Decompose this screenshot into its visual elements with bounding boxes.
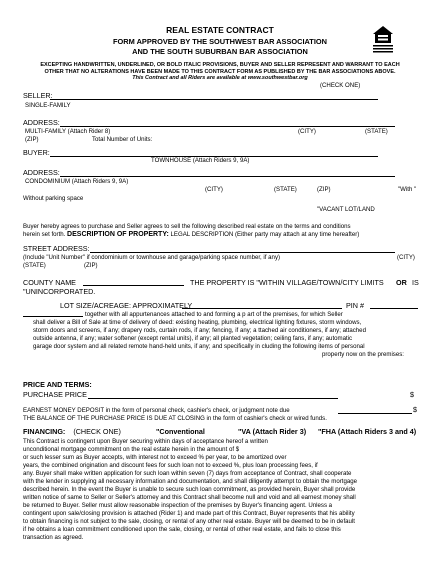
financing-line-13: transaction as agreed. bbox=[23, 534, 84, 541]
together-with-line: together with all appurtenances attached to and forming a p art of the premises, for which Seller bbox=[85, 311, 343, 318]
financing-line-9: be returned to Buyer. Seller must allow reasonable inspection of the premises by Buyer's financing agent. Unless a bbox=[23, 502, 333, 509]
conventional-option[interactable]: "Conventional bbox=[156, 427, 205, 436]
pin-field[interactable] bbox=[370, 308, 418, 309]
purchase-price-field[interactable] bbox=[88, 398, 338, 399]
earnest-money-field[interactable] bbox=[338, 413, 412, 414]
financing-line-4: years, the combined origination and discount fees for such loan not to exceed %, plus loan processing fees, if bbox=[23, 462, 318, 469]
appurtenances-field[interactable] bbox=[23, 316, 83, 317]
seller-zip-label: (ZIP) bbox=[25, 136, 39, 143]
fixtures-line-1: shall deliver a Bill of Sale at time of delivery of deed: existing heating, plumbing, electrical lighting fixtures, storm windows, bbox=[33, 319, 362, 326]
property-city-label: (CITY) bbox=[397, 254, 415, 261]
with-parking-option[interactable]: "With " bbox=[398, 186, 417, 193]
financing-row bbox=[23, 428, 121, 437]
fixtures-line-4: garage door system and all related remote hand-held units, if any; and specifically in cluding the following items of personal bbox=[33, 343, 365, 350]
subtitle-2: AND THE SOUTH SUBURBAN BAR ASSOCIATION bbox=[132, 47, 308, 56]
property-state-label: (STATE) bbox=[23, 262, 46, 269]
financing-line-8: written notice of same to Seller or Seller's attorney and this Contract shall become null and void and all earnest money shall bbox=[23, 494, 356, 501]
vacant-lot-option[interactable]: "VACANT LOT/LAND bbox=[317, 206, 375, 213]
street-address-label: STREET ADDRESS: bbox=[23, 244, 90, 253]
buyer-address-label: ADDRESS: bbox=[23, 168, 60, 177]
seller-state-label: (STATE) bbox=[365, 128, 388, 135]
financing-line-11: to obtain financing is not subject to the sale, closing, or rental of any other real estate. Buyer will be deemed to be in default bbox=[23, 518, 355, 525]
notice-line-2: OTHER THAT NO ALTERATIONS HAVE BEEN MADE TO THIS CONTRACT FORM AS PUBLISHED BY THE BAR ASSOCIATIONS ABOVE. bbox=[44, 68, 396, 75]
description-line-prefix: herein set forth. bbox=[23, 231, 66, 238]
is-label: IS bbox=[412, 278, 419, 287]
financing-line-6: with the lender in supplying all necessary information and documentation, and shall diligently attempt to obtain the mortgage bbox=[23, 478, 358, 485]
include-unit-note: (Include "Unit Number" if condominium or townhouse and garage/parking space number, if any) bbox=[23, 254, 281, 261]
fha-option[interactable]: "FHA (Attach Riders 3 and 4) bbox=[318, 427, 417, 436]
va-option[interactable]: "VA (Attach Rider 3) bbox=[238, 427, 307, 436]
unincorporated-option[interactable]: "UNINCORPORATED. bbox=[23, 287, 96, 296]
financing-line-5: any. Buyer shall make written application for such loan within seven (7) days from acceptance of Contract, shall cooperate bbox=[23, 470, 352, 477]
earnest-money-dollar: $ bbox=[413, 405, 417, 414]
property-zip-label: (ZIP) bbox=[84, 262, 98, 269]
financing-line-12: if he obtains a loan commitment conditioned upon the sale, closing, or rental of other real estate, and fails to close this bbox=[23, 526, 341, 533]
buyer-address-field[interactable] bbox=[60, 176, 395, 177]
buyer-label: BUYER: bbox=[23, 148, 50, 157]
notice-line-1: EXCEPTING HANDWRITTEN, UNDERLINED, OR BOLD ITALIC PROVISIONS, BUYER AND SELLER REPRESENT AND WARRANT TO EACH bbox=[40, 62, 400, 68]
lot-size-label: LOT SIZE/ACREAGE: APPROXIMATELY bbox=[60, 301, 193, 310]
equal-housing-opportunity-icon bbox=[372, 25, 394, 55]
purchase-price-dollar: $ bbox=[410, 390, 414, 399]
financing-line-3: or such lesser sum as Buyer accepts, with interest not to exceed % per year, to be amortized over bbox=[23, 454, 287, 461]
single-family-option[interactable]: SINGLE-FAMILY bbox=[25, 102, 71, 109]
description-line bbox=[23, 231, 359, 238]
pin-label: PIN # bbox=[346, 301, 364, 310]
total-units-label: Total Number of Units: bbox=[92, 136, 153, 143]
seller-label: SELLER: bbox=[23, 91, 53, 100]
without-parking-option[interactable]: Without parking space bbox=[23, 195, 84, 202]
financing-label: FINANCING: bbox=[23, 427, 66, 436]
seller-name-field[interactable] bbox=[50, 99, 378, 100]
county-name-label: COUNTY NAME bbox=[23, 278, 76, 287]
check-one-label: (CHECK ONE) bbox=[320, 82, 361, 89]
street-address-field[interactable] bbox=[90, 252, 395, 253]
fixtures-line-2: storm doors and screens, if any; drapery rods, curtain rods, if any; fencing, if any; a ttached air conditioners, if any; attached bbox=[33, 327, 366, 334]
property-within-limits-option[interactable]: THE PROPERTY IS "WITHIN VILLAGE/TOWN/CITY LIMITS bbox=[190, 278, 384, 287]
notice-line-3: This Contract and all Riders are available at www.southwestbar.org bbox=[132, 75, 308, 81]
seller-city-label: (CITY) bbox=[298, 128, 316, 135]
fixtures-line-5: property now on the premises: bbox=[322, 351, 404, 358]
county-name-field[interactable] bbox=[83, 285, 184, 286]
financing-line-2: unconditional mortgage commitment on the real estate herein in the amount of $ bbox=[23, 446, 240, 453]
financing-check-one: (CHECK ONE) bbox=[73, 427, 121, 436]
financing-line-1: This Contract is contingent upon Buyer securing within days of acceptance hereof a written bbox=[23, 438, 268, 445]
condominium-option[interactable]: CONDOMINIUM (Attach Riders 9, 9A) bbox=[25, 178, 129, 185]
or-label: OR bbox=[396, 278, 407, 287]
buyer-zip-label: (ZIP) bbox=[317, 186, 331, 193]
description-line-rest: LEGAL DESCRIPTION (Either party may attach at any time hereafter) bbox=[170, 231, 360, 238]
subtitle-1: FORM APPROVED BY THE SOUTHWEST BAR ASSOCIATION bbox=[113, 37, 327, 46]
townhouse-option[interactable]: TOWNHOUSE (Attach Riders 9, 9A) bbox=[151, 157, 250, 164]
earnest-money-line: EARNEST MONEY DEPOSIT in the form of personal check, cashier's check, or judgment note due bbox=[23, 407, 290, 414]
agreement-line: Buyer hereby agrees to purchase and Seller agrees to sell the following described real estate on the terms and conditions bbox=[23, 223, 351, 230]
seller-address-field[interactable] bbox=[60, 126, 395, 127]
buyer-state-label: (STATE) bbox=[274, 186, 297, 193]
financing-line-7: described herein. In the event the Buyer is unable to secure such loan commitment, as provided herein, Buyer shall provide bbox=[23, 486, 356, 493]
page-title: REAL ESTATE CONTRACT bbox=[166, 25, 274, 35]
description-heading: DESCRIPTION OF PROPERTY: bbox=[67, 231, 169, 238]
lot-size-field[interactable] bbox=[182, 308, 342, 309]
fixtures-line-3: outside antenna, if any; water softener (except rental units), if any; all planted vegetation; ceiling fans, if any; automatic bbox=[33, 335, 353, 342]
balance-line: THE BALANCE OF THE PURCHASE PRICE IS DUE AT CLOSING in the form of cashier's check or wired funds. bbox=[23, 414, 327, 422]
buyer-city-label: (CITY) bbox=[205, 186, 223, 193]
financing-line-10: contingent upon sale/closing provision is attached (Rider 1) and made part of this Contract, Buyer represents that his ability bbox=[23, 510, 355, 517]
seller-address-label: ADDRESS: bbox=[23, 118, 60, 127]
purchase-price-label: PURCHASE PRICE bbox=[23, 390, 87, 399]
multi-family-option[interactable]: MULTI-FAMILY (Attach Rider 8) bbox=[25, 128, 111, 135]
price-terms-heading: PRICE AND TERMS: bbox=[23, 380, 92, 389]
